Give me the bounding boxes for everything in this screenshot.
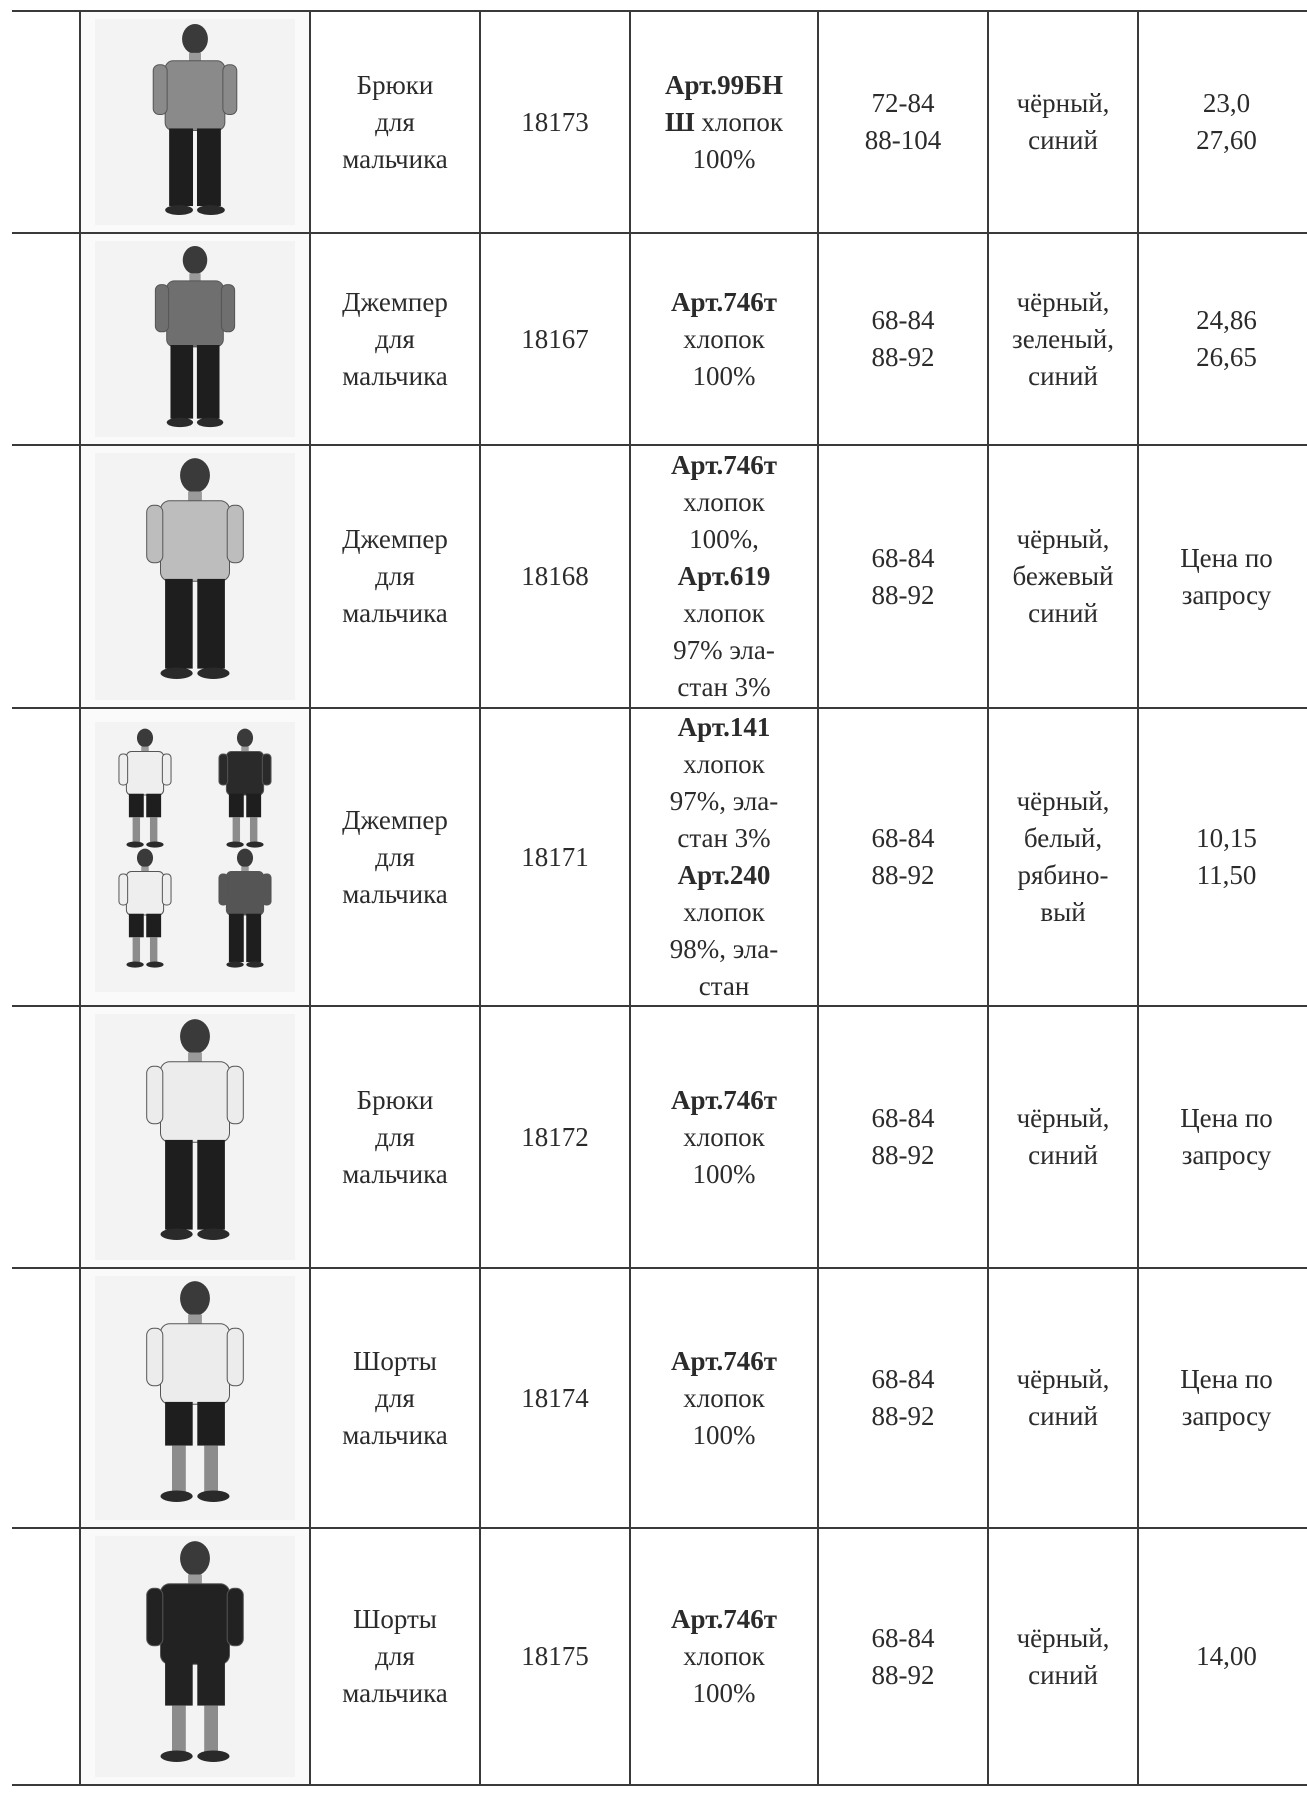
table-row (12, 1268, 1307, 1528)
material-line: 100% (692, 1678, 756, 1708)
article-number: Арт.99БН (665, 69, 783, 100)
product-name-cell (310, 1268, 480, 1528)
size-range: 72-84 (871, 88, 935, 118)
color-name: бежевый (1012, 561, 1114, 591)
material-cell (630, 1006, 818, 1268)
price-cell (1138, 445, 1307, 708)
product-photo (81, 1008, 309, 1266)
color-name: синий (1028, 360, 1098, 391)
boy-model-photo (85, 237, 305, 441)
material-line: хлопок (683, 323, 765, 354)
colors-cell (988, 708, 1138, 1006)
product-name-cell (310, 11, 480, 233)
color-name: зеленый, (1012, 323, 1114, 354)
size-range: 68-84 (871, 542, 935, 573)
material-line: 100%, (689, 524, 759, 554)
material-line: 98%, эла- (669, 934, 779, 964)
price-cell (1138, 1528, 1307, 1785)
size-range: 88-92 (871, 342, 935, 372)
size-range: 68-84 (871, 1364, 935, 1394)
product-photo (81, 447, 309, 706)
material-line: 97%, эла- (669, 786, 779, 816)
product-name-line: Шорты (353, 1604, 437, 1634)
price-value: запросу (1181, 579, 1272, 610)
product-name-line: для (375, 841, 415, 872)
color-name: белый, (1023, 823, 1103, 853)
product-name-line: мальчика (342, 878, 448, 909)
product-code-cell (480, 445, 630, 708)
product-code: 18172 (521, 1121, 589, 1152)
product-name-line: Джемпер (342, 524, 448, 554)
material-line: хлопок (683, 749, 765, 779)
price-value: 24,86 (1196, 305, 1257, 335)
color-name: чёрный, (1016, 786, 1110, 816)
price-value: 27,60 (1196, 125, 1257, 155)
product-photo (81, 716, 309, 998)
sizes-cell (818, 445, 988, 708)
sizes-cell (818, 1528, 988, 1785)
size-range: 68-84 (871, 1622, 935, 1653)
colors-cell (988, 11, 1138, 233)
size-range: 88-92 (871, 579, 935, 610)
product-code-cell (480, 1006, 630, 1268)
color-name: чёрный, (1016, 524, 1110, 554)
color-name: чёрный, (1016, 88, 1110, 118)
product-name-cell (310, 1528, 480, 1785)
article-number: Арт.746т (671, 1084, 777, 1115)
price-value: Цена по (1180, 1364, 1273, 1394)
material-line: стан (698, 971, 750, 1001)
sizes-cell (818, 708, 988, 1006)
article-number: Арт.240 (677, 860, 771, 890)
price-value: 11,50 (1196, 860, 1257, 890)
material-part: Ш (665, 106, 695, 137)
product-name-line: мальчика (342, 1158, 448, 1189)
colors-cell (988, 233, 1138, 445)
product-name-cell (310, 708, 480, 1006)
color-name: чёрный, (1016, 1622, 1110, 1653)
material-line: стан 3% (677, 672, 771, 702)
product-code: 18171 (521, 841, 589, 872)
product-name-line: для (375, 1641, 415, 1671)
product-name-line: мальчика (342, 360, 448, 391)
price-cell (1138, 11, 1307, 233)
size-range: 68-84 (871, 305, 935, 335)
product-code-cell (480, 1528, 630, 1785)
material-cell (630, 445, 818, 708)
size-range: 88-92 (871, 1401, 935, 1431)
material-line: 100% (692, 143, 756, 174)
boy-model-photo (85, 449, 305, 704)
material-line: хлопок (683, 487, 765, 517)
boy-model-photo (85, 718, 305, 996)
table-row (12, 1006, 1307, 1268)
size-range: 68-84 (871, 1103, 935, 1133)
product-photo-cell (80, 445, 310, 708)
color-name: чёрный, (1016, 1364, 1110, 1394)
article-number: Арт.746т (671, 450, 777, 480)
article-number: Арт.619 (677, 561, 771, 591)
table-row (12, 233, 1307, 445)
product-code-cell (480, 1268, 630, 1528)
product-photo-cell (80, 233, 310, 445)
material-cell (630, 708, 818, 1006)
colors-cell (988, 1528, 1138, 1785)
sizes-cell (818, 1268, 988, 1528)
price-value: 10,15 (1196, 823, 1257, 853)
product-name-line: для (375, 106, 415, 137)
product-photo (81, 235, 309, 443)
product-name-line: Джемпер (342, 286, 448, 317)
material-cell (630, 233, 818, 445)
color-name: синий (1028, 1659, 1098, 1690)
price-cell (1138, 1006, 1307, 1268)
article-number: Арт.746т (671, 1604, 777, 1634)
size-range: 88-92 (871, 860, 935, 890)
product-name-line: Шорты (353, 1345, 437, 1376)
product-name-line: мальчика (342, 1678, 448, 1708)
table-row (12, 708, 1307, 1006)
table-row (12, 445, 1307, 708)
index-cell (12, 1006, 80, 1268)
price-value: запросу (1181, 1401, 1272, 1431)
index-cell (12, 1528, 80, 1785)
product-photo-cell (80, 1006, 310, 1268)
sizes-cell (818, 11, 988, 233)
price-value: 14,00 (1196, 1641, 1257, 1671)
product-code: 18175 (521, 1641, 589, 1671)
material-part: хлопок (694, 106, 783, 137)
color-name: синий (1028, 1401, 1098, 1431)
catalog-body (12, 11, 1307, 1785)
index-cell (12, 708, 80, 1006)
material-line: стан 3% (677, 823, 771, 853)
color-name: вый (1040, 897, 1086, 927)
color-name: синий (1028, 598, 1098, 628)
product-code-cell (480, 708, 630, 1006)
product-code: 18173 (521, 106, 589, 137)
product-name-line: для (375, 1382, 415, 1413)
boy-model-photo (85, 1272, 305, 1524)
article-number: Арт.141 (677, 712, 771, 742)
product-name-cell (310, 1006, 480, 1268)
colors-cell (988, 445, 1138, 708)
product-code: 18168 (521, 561, 589, 591)
index-cell (12, 445, 80, 708)
product-name-line: мальчика (342, 1419, 448, 1450)
material-line: хлопок (683, 897, 765, 927)
product-code: 18174 (521, 1382, 589, 1413)
color-name: рябино- (1017, 860, 1109, 890)
product-name-line: мальчика (342, 143, 448, 174)
product-name-line: Джемпер (342, 804, 448, 835)
product-code-cell (480, 11, 630, 233)
price-cell (1138, 708, 1307, 1006)
material-cell (630, 11, 818, 233)
product-photo-cell (80, 11, 310, 233)
sizes-cell (818, 1006, 988, 1268)
colors-cell (988, 1006, 1138, 1268)
material-line: 100% (692, 1419, 756, 1450)
product-name-line: для (375, 323, 415, 354)
material-line: 100% (692, 360, 756, 391)
material-cell (630, 1268, 818, 1528)
material-line: 97% эла- (673, 635, 775, 665)
product-photo-cell (80, 1528, 310, 1785)
material-line: 100% (692, 1158, 756, 1189)
material-line (635, 104, 813, 141)
product-name-cell (310, 445, 480, 708)
product-name-line: для (375, 561, 415, 591)
size-range: 88-104 (864, 125, 942, 155)
product-code: 18167 (521, 323, 589, 354)
size-range: 88-92 (871, 1659, 935, 1690)
table-row (12, 11, 1307, 233)
material-line: хлопок (683, 1121, 765, 1152)
sizes-cell (818, 233, 988, 445)
price-value: Цена по (1180, 1103, 1273, 1133)
product-name-line: Брюки (356, 1084, 434, 1115)
color-name: синий (1028, 125, 1098, 155)
product-code-cell (480, 233, 630, 445)
colors-cell (988, 1268, 1138, 1528)
article-number: Арт.746т (671, 286, 777, 317)
product-name-cell (310, 233, 480, 445)
color-name: синий (1028, 1140, 1098, 1170)
product-photo (81, 1530, 309, 1783)
price-value: 26,65 (1196, 342, 1257, 372)
product-photo-cell (80, 1268, 310, 1528)
price-value: запросу (1181, 1140, 1272, 1170)
price-cell (1138, 233, 1307, 445)
product-name-line: Брюки (356, 69, 434, 100)
price-value: Цена по (1180, 542, 1273, 573)
price-cell (1138, 1268, 1307, 1528)
size-range: 88-92 (871, 1140, 935, 1170)
product-catalog-table (12, 10, 1307, 1786)
table-row (12, 1528, 1307, 1785)
product-name-line: мальчика (342, 598, 448, 628)
material-line: хлопок (683, 1641, 765, 1671)
boy-model-photo (85, 1532, 305, 1781)
index-cell (12, 233, 80, 445)
product-name-line: для (375, 1121, 415, 1152)
price-value: 23,0 (1202, 88, 1251, 118)
color-name: чёрный, (1016, 286, 1110, 317)
index-cell (12, 1268, 80, 1528)
material-line: хлопок (683, 1382, 765, 1413)
article-number: Арт.746т (671, 1345, 777, 1376)
boy-model-photo (85, 1010, 305, 1264)
material-line: хлопок (683, 598, 765, 628)
material-cell (630, 1528, 818, 1785)
index-cell (12, 11, 80, 233)
color-name: чёрный, (1016, 1103, 1110, 1133)
product-photo (81, 13, 309, 231)
boy-model-photo (85, 15, 305, 229)
product-photo (81, 1270, 309, 1526)
size-range: 68-84 (871, 823, 935, 853)
product-photo-cell (80, 708, 310, 1006)
